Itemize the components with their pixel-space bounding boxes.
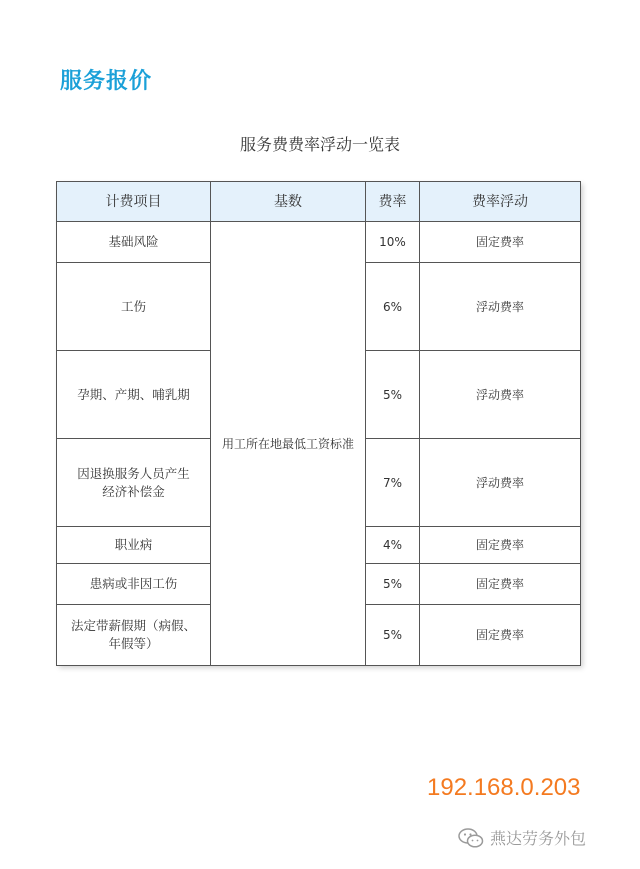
row-rate: 5% — [366, 351, 420, 439]
row-item: 基础风险 — [57, 222, 211, 263]
row-item: 孕期、产期、哺乳期 — [57, 351, 211, 439]
section-heading: 服务报价 — [60, 69, 153, 94]
header-item: 计费项目 — [57, 182, 211, 222]
row-rate: 4% — [366, 527, 420, 564]
table-row — [57, 222, 581, 263]
row-item: 工伤 — [57, 263, 211, 351]
row-item: 职业病 — [57, 527, 211, 564]
table-title: 服务费费率浮动一览表 — [239, 135, 400, 154]
header-base: 基数 — [211, 182, 366, 222]
table-header-row — [57, 182, 581, 222]
row-item: 患病或非因工伤 — [57, 564, 211, 605]
row-item: 法定带薪假期（病假、 年假等） — [57, 605, 211, 666]
ip-address-text: 192.168.0.203 — [427, 774, 581, 801]
header-float: 费率浮动 — [420, 182, 581, 222]
rate-table — [56, 181, 581, 666]
row-float: 浮动费率 — [420, 351, 581, 439]
row-rate: 10% — [366, 222, 420, 263]
row-rate: 5% — [366, 605, 420, 666]
row-rate: 5% — [366, 564, 420, 605]
row-float: 固定费率 — [420, 564, 581, 605]
row-rate: 6% — [366, 263, 420, 351]
watermark — [458, 826, 586, 849]
watermark-text: 燕达劳务外包 — [490, 829, 587, 848]
row-float: 浮动费率 — [420, 439, 581, 527]
row-float: 固定费率 — [420, 527, 581, 564]
header-rate: 费率 — [366, 182, 420, 222]
row-float: 固定费率 — [420, 605, 581, 666]
row-float: 浮动费率 — [420, 263, 581, 351]
rate-table-container — [56, 181, 580, 665]
wechat-icon — [458, 828, 484, 848]
base-value: 用工所在地最低工资标准 — [211, 222, 366, 666]
row-item: 因退换服务人员产生 经济补偿金 — [57, 439, 211, 527]
row-float: 固定费率 — [420, 222, 581, 263]
row-rate: 7% — [366, 439, 420, 527]
